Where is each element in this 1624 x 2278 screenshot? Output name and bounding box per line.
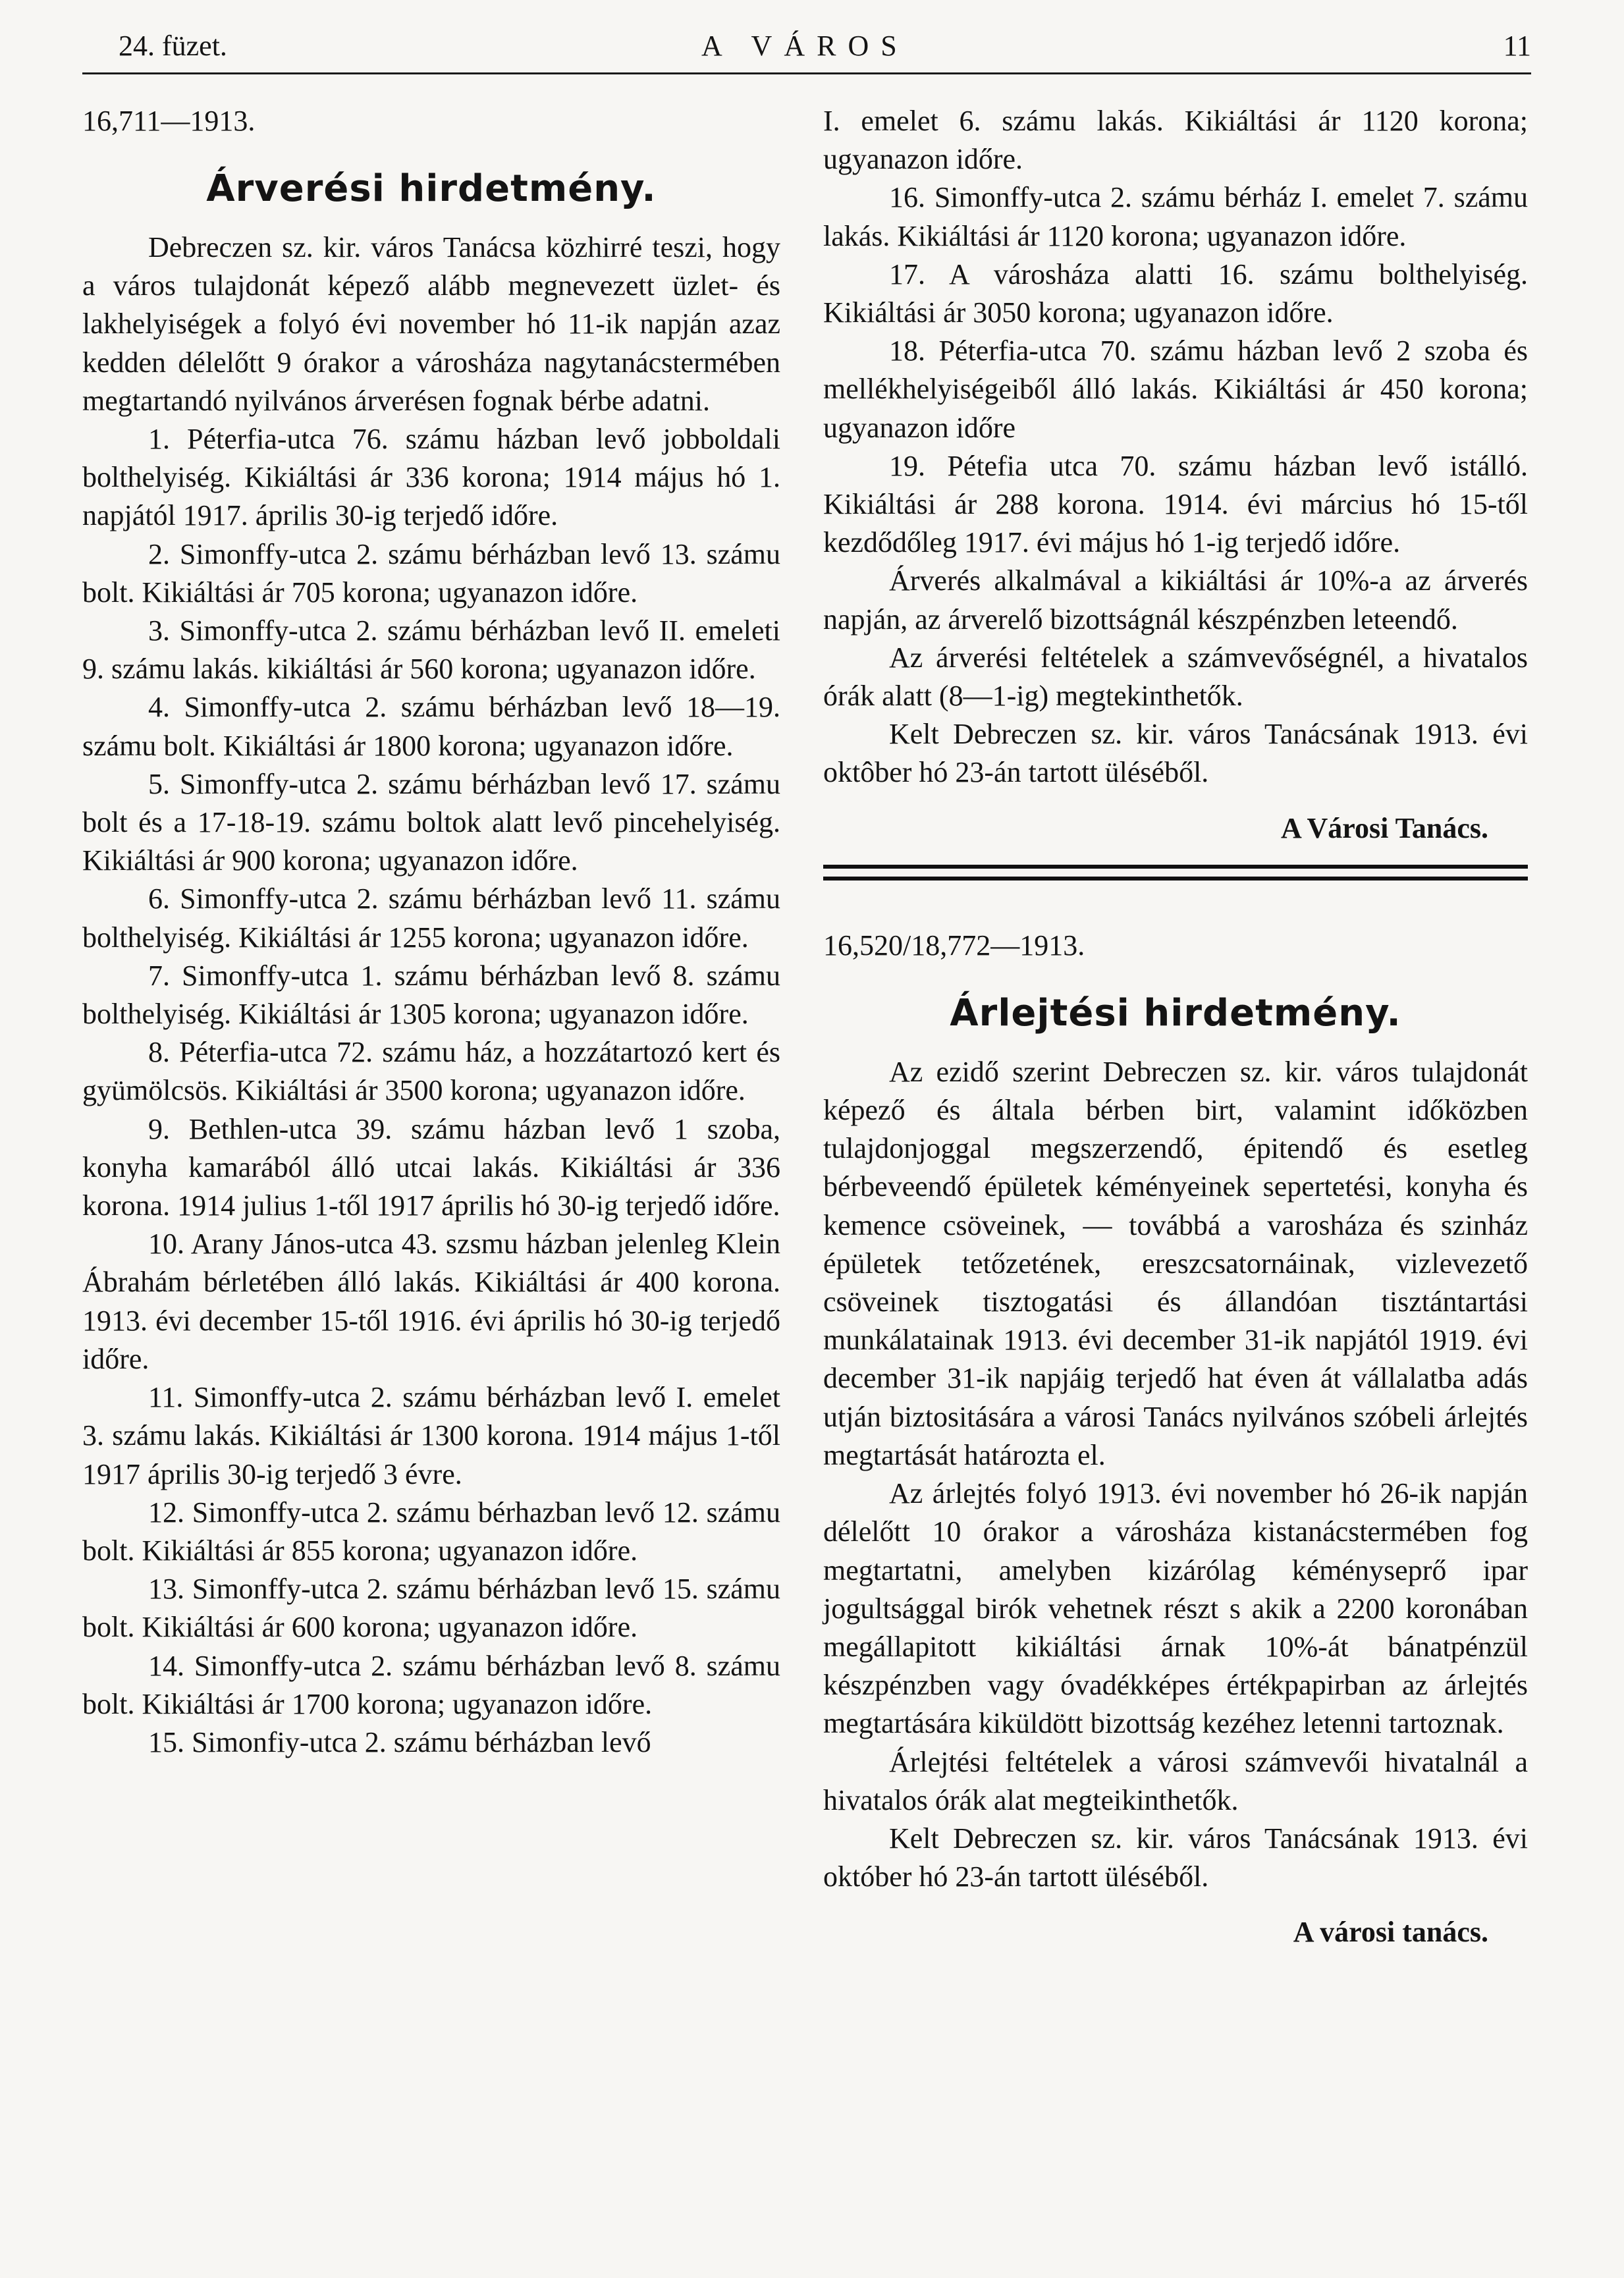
publication-title: A VÁROS — [701, 30, 909, 62]
notice1-item: 5. Simonffy-utca 2. számu bérházban levő 17. számu bolt és a 17-18-19. számu boltok alatt levő pincehelyiség. Kikiáltási ár 900 korona; ugyanazon időre. — [82, 767, 780, 877]
left-column — [82, 102, 780, 1762]
notice1-item: 3. Simonffy-utca 2. számu bérházban levő II. emeleti 9. számu lakás. kikiáltási ár 560 korona; ugyanazon időre. — [82, 614, 780, 686]
notice2-paragraph: Árlejtési feltételek a városi számvevői hivatalnál a hivatalos órák alat megteikinthetők. — [823, 1745, 1528, 1816]
notice1-continuation: I. emelet 6. számu lakás. Kikiáltási ár 1120 korona; ugyanazon időre. — [823, 105, 1528, 176]
notice2-title: Árlejtési hirdetmény. — [950, 991, 1401, 1035]
notice1-item: 10. Arany János-utca 43. szsmu házban jelenleg Klein Ábrahám bérletében álló lakás. Kikiáltási ár 400 korona. 1913. évi december 15-től 1916. évi április hó 30-ig terjedő időre. — [82, 1228, 780, 1375]
header-rule — [82, 72, 1531, 74]
notice1-item: 9. Bethlen-utca 39. számu házban levő 1 szoba, konyha kamarából álló utcai lakás. Kikiáltási ár 336 korona. 1914 julius 1-től 1917 április hó 30-ig terjedő időre. — [82, 1112, 780, 1222]
notice1-conditions: Az árverési feltételek a számvevőségnél, a hivatalos órák alatt (8—1-ig) megtekinthetők. — [823, 641, 1528, 713]
notice2-paragraph: Az árlejtés folyó 1913. évi november hó 26-ik napján délelőtt 10 órakor a városháza kistanácstermében fog megtartatni, amelyben kizárólag kéményseprő ipar jogultsággal birók vehetnek részt s akik a 2200 koronában megállapitott kikiáltási árnak 10%-át bánatpénzül készpénzben vagy óvadékképes értékpapirban az árlejtés megtartására kiküldött bizottság kezéhez letenni tartoznak. — [823, 1477, 1528, 1740]
notice1-item: 18. Péterfia-utca 70. számu házban levő 2 szoba és mellékhelyiségeiből álló lakás. Kikiáltási ár 450 korona; ugyanazon időre — [823, 335, 1528, 444]
notice1-signature: A Városi Tanács. — [1280, 811, 1488, 844]
notice1-item: 11. Simonffy-utca 2. számu bérházban levő I. emelet 3. számu lakás. Kikiáltási ár 1300 korona. 1914 május 1-től 1917 április 30-ig terjedő 3 évre. — [82, 1381, 780, 1490]
notice1-intro: Debreczen sz. kir. város Tanácsa közhirré teszi, hogy a város tulajdonát képező alább megnevezett üzlet- és lakhelyiségek a folyó évi november hó 11-ik napján azaz kedden délelőtt 9 órakor a városháza nagytanácstermében megtartandó nyilvános árverésen fognak bérbe adatni. — [82, 231, 780, 417]
notice2-reference: 16,520/18,772—1913. — [823, 929, 1085, 962]
notice1-item: 14. Simonffy-utca 2. számu bérházban levő 8. számu bolt. Kikiáltási ár 1700 korona; ugyanazon időre. — [82, 1649, 780, 1720]
notice1-item: 7. Simonffy-utca 1. számu bérházban levő 8. számu bolthelyiség. Kikiáltási ár 1305 korona; ugyanazon időre. — [82, 959, 780, 1031]
notice1-item: 12. Simonffy-utca 2. számu bérhazban levő 12. számu bolt. Kikiáltási ár 855 korona; ugyanazon időre. — [82, 1496, 780, 1567]
right-column — [823, 102, 1528, 1952]
notice1-item: 16. Simonffy-utca 2. számu bérház I. emelet 7. számu lakás. Kikiáltási ár 1120 korona; ugyanazon időre. — [823, 181, 1528, 252]
notice1-item: 2. Simonffy-utca 2. számu bérházban levő 13. számu bolt. Kikiáltási ár 705 korona; ugyanazon időre. — [82, 537, 780, 609]
notice1-reference: 16,711—1913. — [82, 105, 256, 137]
notice1-dated: Kelt Debreczen sz. kir. város Tanácsának 1913. évi oktôber hó 23-án tartott üléséből. — [823, 718, 1528, 789]
page-number: 11 — [1503, 30, 1531, 62]
issue-number: 24. füzet. — [119, 30, 227, 62]
notice1-item: 1. Péterfia-utca 76. számu házban levő jobboldali bolthelyiség. Kikiáltási ár 336 korona; 1914 május hó 1. napjától 1917. április 30-ig terjedő időre. — [82, 423, 780, 532]
notice1-deposit: Árverés alkalmával a kikiáltási ár 10%-a az árverés napján, az árverelő bizottságnál készpénzben leteendő. — [823, 564, 1528, 636]
notice2-signature: A városi tanács. — [1293, 1916, 1488, 1949]
running-header — [82, 26, 1531, 66]
notice1-item: 17. A városháza alatti 16. számu bolthelyiség. Kikiáltási ár 3050 korona; ugyanazon időre. — [823, 258, 1528, 329]
notice1-item: 6. Simonffy-utca 2. számu bérházban levő 11. számu bolthelyiség. Kikiáltási ár 1255 korona; ugyanazon időre. — [82, 882, 780, 954]
notice1-item: 15. Simonfiy-utca 2. számu bérházban levő — [148, 1725, 651, 1758]
notice2-paragraph: Kelt Debreczen sz. kir. város Tanácsának 1913. évi október hó 23-án tartott üléséből. — [823, 1822, 1528, 1893]
notice1-item: 13. Simonffy-utca 2. számu bérházban levő 15. számu bolt. Kikiáltási ár 600 korona; ugyanazon időre. — [82, 1573, 780, 1644]
notice1-item: 19. Pétefia utca 70. számu házban levő istálló. Kikiáltási ár 288 korona. 1914. évi március hó 15-től kezdődőleg 1917. évi május hó 1-ig terjedő időre. — [823, 449, 1528, 559]
notice1-item: 8. Péterfia-utca 72. számu ház, a hozzátartozó kert és gyümölcsös. Kikiáltási ár 3500 korona; ugyanazon időre. — [82, 1036, 780, 1107]
notice1-item: 4. Simonffy-utca 2. számu bérházban levő 18—19. számu bolt. Kikiáltási ár 1800 korona; ugyanazon időre. — [82, 691, 780, 762]
notice2-paragraph: Az ezidő szerint Debreczen sz. kir. város tulajdonát képező és általa bérben birt, valamint időközben tulajdonjoggal megszerzendő, épitendő és esetleg bérbeveendő épületek kéményeinek sepertetési, konyha és kemence csöveinek, — továbbá a varosháza és szinház épületek tetőzetének, ereszcsatornáinak, vizlevezető csöveinek tisztogatási és állandóan tisztántartási munkálatainak 1913. évi december 31-ik napjától 1919. évi december 31-ik napjáig terjedő hat éven át vállalatba adás utján biztositására a városi Tanács nyilvános szóbeli árlejtés megtartását határozta el. — [823, 1055, 1528, 1471]
notice1-title: Árverési hirdetmény. — [206, 167, 657, 210]
section-divider — [823, 865, 1528, 881]
